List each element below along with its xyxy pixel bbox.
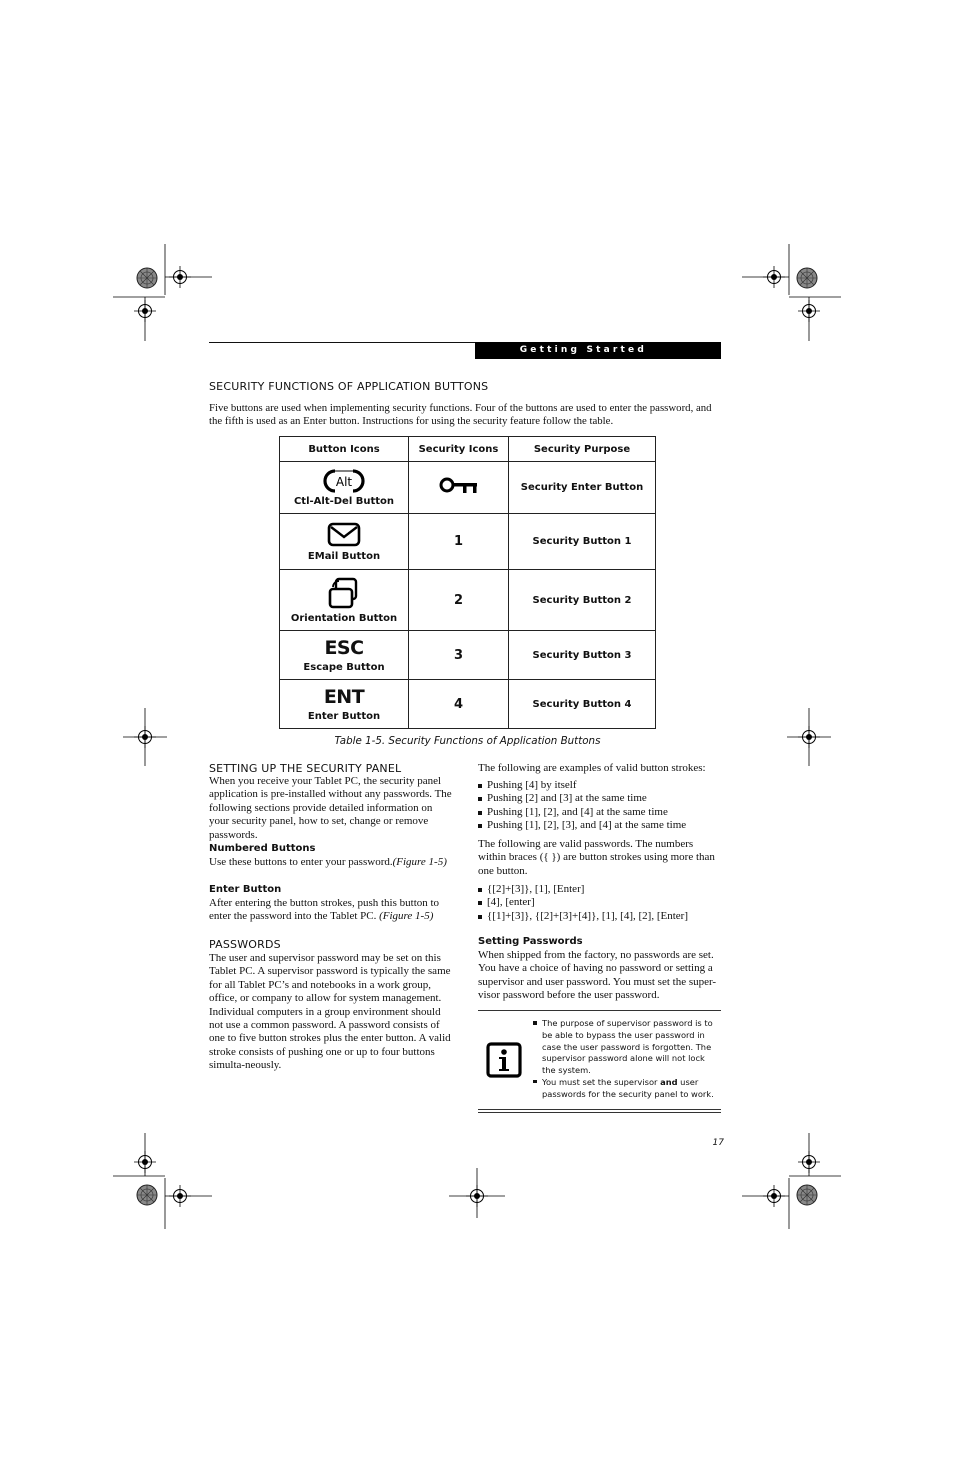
table-caption: Table 1-5. Security Functions of Application Buttons (334, 735, 601, 747)
esc-icon: ESC (324, 636, 364, 659)
security-number: 1 (453, 534, 464, 549)
key-icon (439, 477, 479, 495)
security-functions-intro: Five buttons are used when implementing security functions. Four of the buttons are used to enter the password, and the fifth is used as an Enter button. Instructions for using the security feature follow the table. (209, 402, 712, 428)
examples-list (478, 779, 722, 833)
table-cell (409, 570, 509, 631)
ent-icon: ENT (323, 685, 365, 708)
table-cell (409, 680, 509, 729)
security-number: 3 (453, 647, 464, 663)
table-cell (280, 631, 409, 680)
figure-reference: (Figure 1-5) (392, 856, 447, 868)
note-list (532, 1018, 718, 1101)
table-cell (280, 680, 409, 729)
page-number: 17 (712, 1138, 724, 1148)
table-cell (280, 570, 409, 631)
button-label: Orientation Button (290, 613, 398, 624)
table-row (280, 514, 656, 570)
list-item: Pushing [1], [2], and [4] at the same time (478, 806, 722, 819)
setting-passwords-body: When shipped from the factory, no passwords are set. You have a choice of having no password or setting a supervisor and user password. You must set the super-visor password before the user password. (478, 949, 717, 1002)
examples-intro: The following are examples of valid button strokes: (478, 762, 706, 774)
purpose-cell: Security Button 3 (509, 631, 656, 680)
note-text: user passwords for the security panel to work. (542, 1076, 714, 1099)
note-rule-bottom (478, 1112, 721, 1113)
section-heading-passwords: PASSWORDS (209, 938, 281, 951)
table-row (280, 570, 656, 631)
valid-passwords-intro: The following are valid passwords. The numbers within braces ({ }) are button strokes using more than one button. (478, 838, 715, 877)
email-icon (327, 522, 361, 548)
subheading-setting-passwords: Setting Passwords (478, 936, 583, 947)
running-header: Getting Started (475, 342, 721, 359)
button-label: Ctl-Alt-Del Button (293, 495, 395, 507)
table-row (280, 631, 656, 680)
list-item: Pushing [1], [2], [3], and [4] at the same time (478, 819, 722, 832)
section-heading-setup: SETTING UP THE SECURITY PANEL (209, 762, 402, 775)
purpose-cell: Security Enter Button (509, 462, 656, 514)
note-rule-bottom (478, 1109, 721, 1110)
security-number: 2 (453, 592, 464, 608)
list-item: {[1]+[3]}, {[2]+[3]+[4]}, [1], [4], [2], [Enter] (478, 910, 722, 923)
table-header: Security Purpose (509, 437, 656, 462)
info-icon (486, 1042, 522, 1078)
list-item: Pushing [2] and [3] at the same time (478, 792, 722, 805)
list-item: {[2]+[3]}, [1], [Enter] (478, 883, 722, 896)
subheading-numbered-buttons: Numbered Buttons (209, 843, 316, 854)
note-rule-top (478, 1010, 721, 1011)
button-label: Enter Button (307, 710, 381, 722)
valid-passwords-list (478, 883, 722, 923)
button-label: EMail Button (307, 550, 381, 562)
table-row (280, 680, 656, 729)
figure-reference: (Figure 1-5) (379, 910, 434, 923)
note-item (532, 1077, 718, 1101)
numbered-buttons-body (209, 856, 455, 869)
note-item: The purpose of supervisor password is to be able to bypass the user password in case the user password is forgotten. The supervisor password alone will not lock the system. (532, 1018, 718, 1077)
table-header: Button Icons (280, 437, 409, 462)
setup-body: When you receive your Tablet PC, the security panel application is pre-installed without any passwords. The following sections provide detailed information on your security panel, how to set, change or remove passwords. (209, 775, 452, 841)
numbered-buttons-text: Use these buttons to enter your password. (209, 856, 393, 868)
note-text: You must set the supervisor (542, 1076, 661, 1087)
table-row (280, 462, 656, 514)
security-functions-table (279, 436, 656, 729)
list-item: [4], [enter] (478, 896, 722, 909)
security-number: 4 (453, 696, 464, 712)
note-emphasis: and (660, 1076, 678, 1087)
purpose-cell: Security Button 1 (509, 514, 656, 570)
enter-button-body (209, 897, 455, 924)
header-rule (209, 342, 475, 343)
table-cell (409, 514, 509, 570)
section-heading-security-functions: SECURITY FUNCTIONS OF APPLICATION BUTTONS (209, 380, 489, 393)
ctl-alt-del-icon (321, 469, 367, 493)
table-cell (280, 514, 409, 570)
table-cell (409, 631, 509, 680)
svg-text:Alt: Alt (335, 474, 353, 489)
table-header-row (280, 437, 656, 462)
table-header: Security Icons (409, 437, 509, 462)
note-box (478, 1010, 721, 1114)
button-label: Escape Button (303, 661, 385, 673)
purpose-cell: Security Button 4 (509, 680, 656, 729)
purpose-cell: Security Button 2 (509, 570, 656, 631)
table-cell (409, 462, 509, 514)
orientation-icon (327, 576, 361, 610)
table-cell (280, 462, 409, 514)
passwords-body: The user and supervisor password may be set on this Tablet PC. A supervisor password is typically the same for all Tablet PC’s and notebooks in a work group, office, or company to allow for system management. Individual computers in a group environment should not use a common password. A password consists of one to five button strokes plus the enter button. A valid stroke consists of pushing one or up to four buttons simulta-neously. (209, 952, 451, 1072)
subheading-enter-button: Enter Button (209, 884, 282, 895)
list-item: Pushing [4] by itself (478, 779, 722, 792)
enter-button-text: After entering the button strokes, push this button to enter the password into the Tablet PC. (209, 897, 440, 923)
